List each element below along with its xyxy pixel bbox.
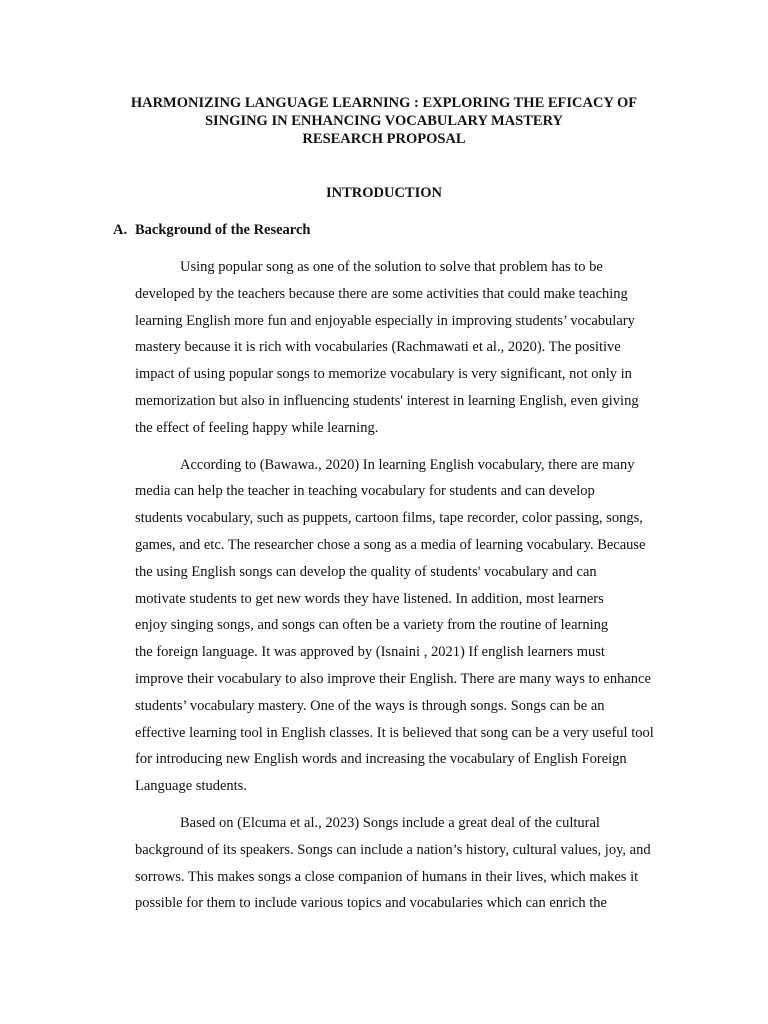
paragraph-line: mastery because it is rich with vocabularies (Rachmawati et al., 2020). The positive xyxy=(135,339,621,356)
paragraph-line: students vocabulary, such as puppets, cartoon films, tape recorder, color passing, songs, xyxy=(135,510,643,527)
paragraph-line: learning English more fun and enjoyable especially in improving students’ vocabulary xyxy=(135,312,635,329)
paragraph-line: for introducing new English words and increasing the vocabulary of English Foreign xyxy=(135,751,627,768)
paragraph-line: sorrows. This makes songs a close companion of humans in their lives, which makes it xyxy=(135,868,639,885)
paragraph-line: Language students. xyxy=(135,778,247,795)
paragraph-line: developed by the teachers because there are some activities that could make teaching xyxy=(135,285,628,302)
title-line-1: HARMONIZING LANGUAGE LEARNING : EXPLORING THE EFICACY OF xyxy=(130,95,638,111)
paragraph-3 xyxy=(135,810,677,917)
paragraph-line: According to (Bawawa., 2020) In learning English vocabulary, there are many xyxy=(180,456,635,473)
paragraph-line: memorization but also in influencing students' interest in learning English, even giving xyxy=(135,392,639,409)
paragraph-line: effective learning tool in English classes. It is believed that song can be a very useful tool xyxy=(135,724,654,741)
paragraph-1 xyxy=(135,254,677,442)
paragraph-line: enjoy singing songs, and songs can often be a variety from the routine of learning xyxy=(135,617,609,634)
section-heading: INTRODUCTION xyxy=(325,185,442,201)
paragraph-line: impact of using popular songs to memorize vocabulary is very significant, not only in xyxy=(135,366,632,383)
paragraph-line: the effect of feeling happy while learning. xyxy=(135,419,379,436)
paragraph-line: students’ vocabulary mastery. One of the ways is through songs. Songs can be an xyxy=(135,697,605,714)
paragraph-2 xyxy=(135,452,677,800)
paragraph-line: media can help the teacher in teaching vocabulary for students and can develop xyxy=(135,483,595,500)
subsection-title: Background of the Research xyxy=(135,222,311,238)
paragraph-line: motivate students to get new words they have listened. In addition, most learners xyxy=(135,590,604,607)
paragraph-line: improve their vocabulary to also improve their English. There are many ways to enhance xyxy=(135,670,651,687)
subsection-marker: A. xyxy=(113,222,128,238)
paragraph-line: background of its speakers. Songs can include a nation’s history, cultural values, joy, and xyxy=(135,841,651,858)
paragraph-line: Based on (Elcuma et al., 2023) Songs include a great deal of the cultural xyxy=(180,814,600,831)
subsection-heading xyxy=(113,221,310,239)
paragraph-line: the using English songs can develop the quality of students' vocabulary and can xyxy=(135,563,597,580)
paragraph-line: games, and etc. The researcher chose a song as a media of learning vocabulary. Because xyxy=(135,536,646,553)
body-text xyxy=(135,254,677,927)
title-line-2: SINGING IN ENHANCING VOCABULARY MASTERY xyxy=(204,113,563,129)
title-line-3: RESEARCH PROPOSAL xyxy=(302,131,466,147)
paragraph-line: Using popular song as one of the solution to solve that problem has to be xyxy=(180,259,603,275)
paragraph-line: possible for them to include various topics and vocabularies which can enrich the xyxy=(135,895,607,912)
paragraph-line: the foreign language. It was approved by (Isnaini , 2021) If english learners must xyxy=(135,644,605,661)
document-title xyxy=(80,94,688,148)
